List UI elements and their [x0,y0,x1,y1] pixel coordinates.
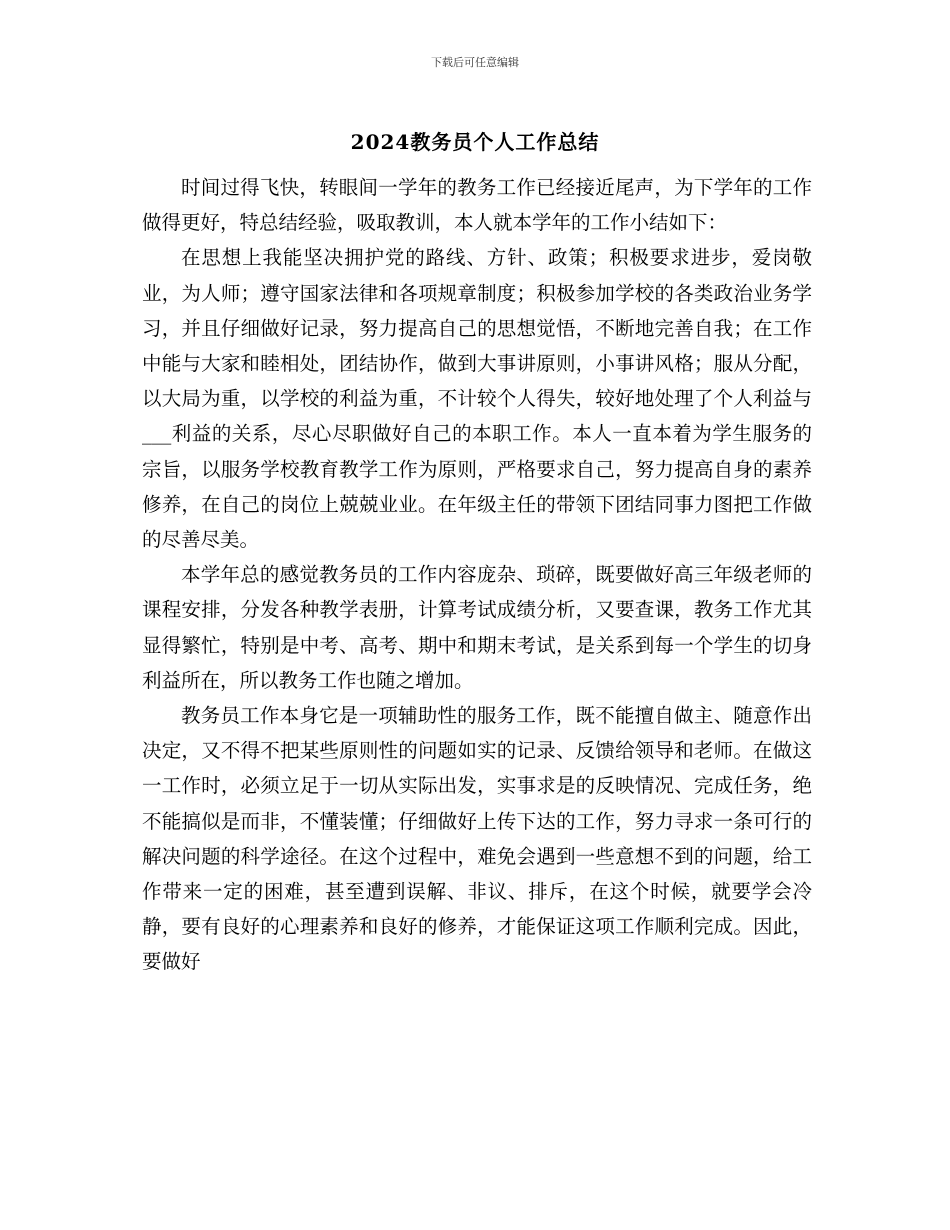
document-title: 2024教务员个人工作总结 [350,130,600,154]
page-header-note: 下载后可任意编辑 [431,56,519,69]
document-body [142,170,812,980]
paragraph: 教务员工作本身它是一项辅助性的服务工作，既不能擅自做主、随意作出决定，又不得不把某些原则性的问题如实的记录、反馈给领导和老师。在做这一工作时，必须立足于一切从实际出发，实事求是的反映情况、完成任务，绝不能搞似是而非，不懂装懂；仔细做好上传下达的工作，努力寻求一条可行的解决问题的科学途径。在这个过程中，难免会遇到一些意想不到的问题，给工作带来一定的困难，甚至遭到误解、非议、排斥，在这个时候，就要学会冷静，要有良好的心理素养和良好的修养，才能保证这项工作顺利完成。因此，要做好 [142,704,812,974]
paragraph: 本学年总的感觉教务员的工作内容庞杂、琐碎，既要做好高三年级老师的课程安排，分发各种教学表册，计算考试成绩分析，又要查课，教务工作尤其显得繁忙，特别是中考、高考、期中和期末考试，是关系到每一个学生的切身利益所在，所以教务工作也随之增加。 [142,563,812,692]
paragraph: 在思想上我能坚决拥护党的路线、方针、政策；积极要求进步，爱岗敬业，为人师；遵守国家法律和各项规章制度；积极参加学校的各类政治业务学习，并且仔细做好记录，努力提高自己的思想觉悟，不断地完善自我；在工作中能与大家和睦相处，团结协作，做到大事讲原则，小事讲风格；服从分配，以大局为重，以学校的利益为重，不计较个人得失，较好地处理了个人利益与___利益的关系，尽心尽职做好自己的本职工作。本人一直本着为学生服务的宗旨，以服务学校教育教学工作为原则，严格要求自己，努力提高自身的素养修养，在自己的岗位上兢兢业业。在年级主任的带领下团结同事力图把工作做的尽善尽美。 [142,246,812,552]
paragraph: 时间过得飞快，转眼间一学年的教务工作已经接近尾声，为下学年的工作做得更好，特总结经验，吸取教训，本人就本学年的工作小结如下： [142,176,812,235]
